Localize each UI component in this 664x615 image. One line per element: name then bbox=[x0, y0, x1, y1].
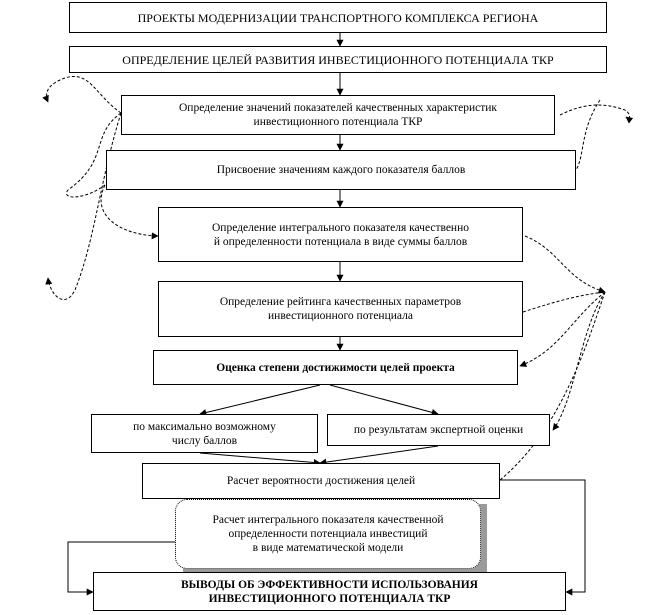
loop-right-integral bbox=[525, 236, 605, 292]
loop-right-rating bbox=[523, 292, 605, 312]
loop-left-bottom bbox=[48, 113, 121, 300]
goals-definition-box: ОПРЕДЕЛЕНИЕ ЦЕЛЕЙ РАЗВИТИЯ ИНВЕСТИЦИОННОГО ПОТЕНЦИАЛА ТКР bbox=[69, 46, 607, 73]
loop-right-top bbox=[560, 105, 630, 118]
probability-box: Расчет вероятности достижения целей bbox=[142, 463, 500, 499]
arrow-expert-to-probability bbox=[320, 446, 438, 463]
loop-left-top bbox=[47, 76, 121, 113]
projects-title-box: ПРОЕКТЫ МОДЕРНИЗАЦИИ ТРАНСПОРТНОГО КОМПЛЕКСА РЕГИОНА bbox=[69, 2, 607, 33]
math-model-box: Расчет интегрального показателя качественной определенности потенциала инвестиций в виде математической модели bbox=[175, 499, 481, 569]
integral-indicator-box: Определение интегрального показателя качественно й определенности потенциала в виде суммы баллов bbox=[158, 207, 523, 262]
loop-right-achievability bbox=[520, 292, 605, 366]
achievability-box: Оценка степени достижимости целей проекта bbox=[153, 350, 518, 385]
indicator-values-box: Определение значений показателей качественных характеристик инвестиционного потенциала ТКР bbox=[121, 95, 555, 135]
loop-right-values-to-scores bbox=[576, 100, 600, 170]
conclusions-box: ВЫВОДЫ ОБ ЭФФЕКТИВНОСТИ ИСПОЛЬЗОВАНИЯ ИНВЕСТИЦИОННОГО ПОТЕНЦИАЛА ТКР bbox=[93, 572, 566, 611]
assign-scores-box: Присвоение значениям каждого показателя баллов bbox=[106, 150, 576, 190]
max-scores-box: по максимально возможному числу баллов bbox=[91, 414, 318, 453]
loop-left-to-integral bbox=[101, 185, 158, 236]
arrow-achievability-to-expert bbox=[330, 385, 438, 414]
expert-assessment-box: по результатам экспертной оценки bbox=[327, 414, 550, 446]
rating-box: Определение рейтинга качественных параметров инвестиционного потенциала bbox=[158, 281, 523, 337]
loop-right-expert bbox=[553, 292, 605, 430]
arrow-max-to-probability bbox=[200, 453, 320, 463]
arrow-achievability-to-max bbox=[200, 385, 320, 414]
